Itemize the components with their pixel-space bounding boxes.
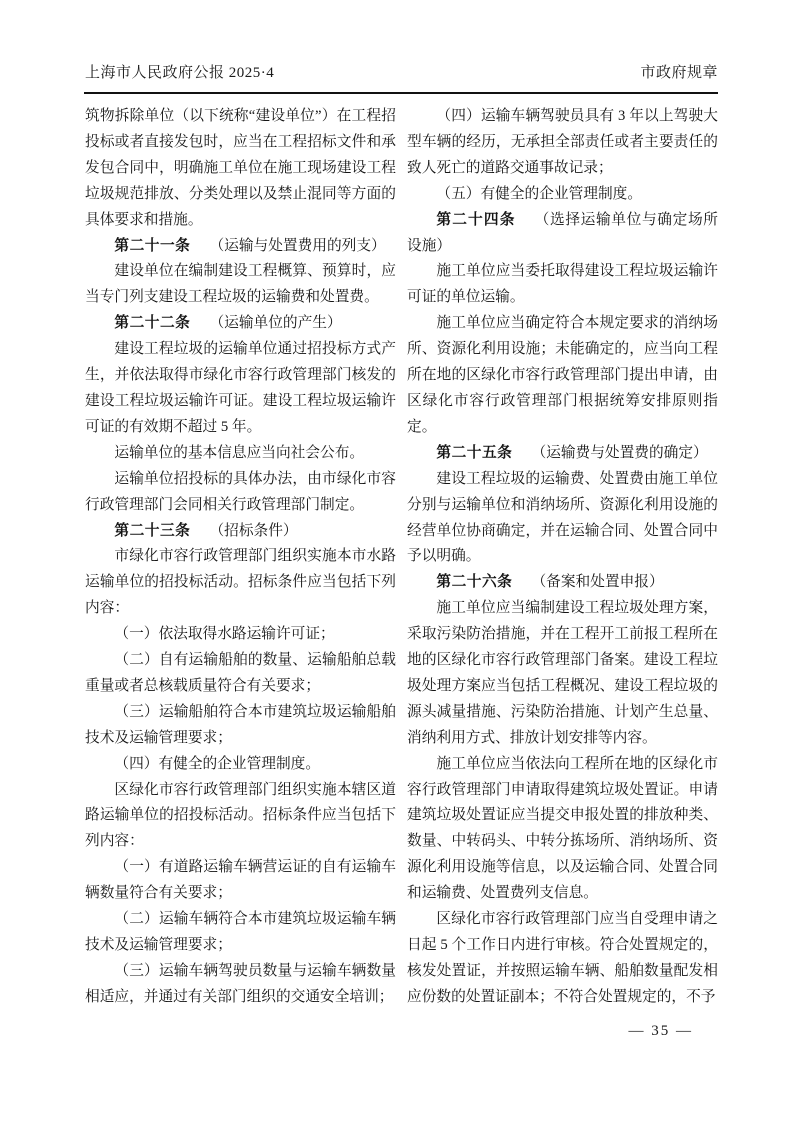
article-heading-24 — [407, 208, 718, 260]
article-heading-26 — [407, 570, 718, 596]
paragraph: 施工单位应当依法向工程所在地的区绿化市容行政管理部门申请取得建筑垃圾处置证。申请建筑垃圾处置证应当提交申报处置的排放种类、数量、中转码头、中转分拣场所、消纳场所、资源化利用设施等信息，以及运输合同、处置合同和运输费、处置费列支信息。 — [407, 755, 718, 902]
paragraph: 运输单位招投标的具体办法，由市绿化市容行政管理部门会同相关行政管理部门制定。 — [85, 470, 396, 513]
article-title: （运输单位的产生） — [209, 315, 342, 332]
paragraph: 运输单位的基本信息应当向社会公布。 — [114, 444, 365, 461]
article-heading-25 — [407, 441, 718, 467]
article-number: 第二十五条 — [436, 444, 513, 461]
list-item-paragraph: （二）自有运输船舶的数量、运输船舶总载重量或者总核载质量符合有关要求； — [85, 652, 396, 694]
article-title: （选择运输单位与确定场所设施） — [407, 211, 718, 254]
article-heading-21 — [85, 234, 396, 260]
article-title: （运输与处置费用的列支） — [209, 237, 386, 254]
article-title: （运输费与处置费的确定） — [531, 444, 708, 461]
paragraph-continuation: 筑物拆除单位（以下统称“建设单位”）在工程招投标或者直接发包时，应当在工程招标文件和承发包合同中，明确施工单位在施工现场建设工程垃圾规范排放、分类处理以及禁止混同等方面的具体要求和措施。 — [85, 108, 396, 228]
paragraph: 区绿化市容行政管理部门应当自受理申请之日起 5 个工作日内进行审核。符合处置规定的，核发处置证，并按照运输车辆、船舶数量配发相应份数的处置证副本；不符合处置规定的，不予 — [407, 911, 718, 1005]
paragraph: 施工单位应当确定符合本规定要求的消纳场所、资源化利用设施；未能确定的，应当向工程所在地的区绿化市容行政管理部门提出申请，由区绿化市容行政管理部门根据统筹安排原则指定。 — [407, 315, 718, 435]
article-number: 第二十六条 — [436, 574, 513, 591]
page-number: — 35 — — [628, 1023, 693, 1039]
article-title: （招标条件） — [209, 522, 298, 539]
list-item-paragraph: （三）运输船舶符合本市建筑垃圾运输船舶技术及运输管理要求； — [85, 703, 396, 746]
paragraph: 建设工程垃圾的运输单位通过招投标方式产生，并依法取得市绿化市容行政管理部门核发的建设工程垃圾运输许可证。建设工程垃圾运输许可证的有效期不超过 5 年。 — [85, 341, 396, 435]
paragraph: 区绿化市容行政管理部门组织实施本辖区道路运输单位的招投标活动。招标条件应当包括下列内容： — [85, 781, 396, 850]
list-item-paragraph: （四）运输车辆驾驶员具有 3 年以上驾驶大型车辆的经历，无承担全部责任或者主要责任的致人死亡的道路交通事故记录； — [407, 108, 718, 176]
list-item-paragraph: （一）有道路运输车辆营运证的自有运输车辆数量符合有关要求； — [85, 859, 396, 902]
article-heading-23 — [85, 519, 396, 545]
list-item-paragraph: （三）运输车辆驾驶员数量与运输车辆数量相适应，并通过有关部门组织的交通安全培训； — [85, 962, 396, 1005]
article-number: 第二十三条 — [114, 522, 191, 539]
paragraph: 建设工程垃圾的运输费、处置费由施工单位分别与运输单位和消纳场所、资源化利用设施的经营单位协商确定，并在运输合同、处置合同中予以明确。 — [407, 470, 718, 565]
document-body — [85, 104, 718, 1011]
list-item-paragraph: （四）有健全的企业管理制度。 — [114, 755, 321, 772]
paragraph: 施工单位应当编制建设工程垃圾处理方案，采取污染防治措施，并在工程开工前报工程所在地的区绿化市容行政管理部门备案。建设工程垃圾处理方案应当包括工程概况、建设工程垃圾的源头减量措施、污染防治措施、计划产生总量、消纳利用方式、排放计划安排等内容。 — [407, 600, 718, 746]
article-title: （备案和处置申报） — [531, 574, 664, 591]
list-item-paragraph: （一）依法取得水路运输许可证； — [114, 626, 335, 643]
article-number: 第二十四条 — [436, 211, 516, 228]
header-rule — [84, 92, 718, 94]
paragraph: 市绿化市容行政管理部门组织实施本市水路运输单位的招投标活动。招标条件应当包括下列内容： — [85, 548, 396, 617]
right-column — [407, 104, 718, 1011]
article-number: 第二十一条 — [114, 237, 191, 254]
list-item-paragraph: （五）有健全的企业管理制度。 — [436, 185, 643, 202]
paragraph: 建设单位在编制建设工程概算、预算时，应当专门列支建设工程垃圾的运输费和处置费。 — [85, 263, 396, 306]
page-header — [85, 61, 718, 82]
gazette-title: 上海市人民政府公报 2025·4 — [85, 65, 275, 81]
paragraph: 施工单位应当委托取得建设工程垃圾运输许可证的单位运输。 — [407, 263, 718, 306]
section-label: 市政府规章 — [640, 65, 718, 81]
article-number: 第二十二条 — [114, 315, 191, 332]
page-footer — [629, 1023, 694, 1040]
left-column — [85, 104, 396, 1011]
list-item-paragraph: （二）运输车辆符合本市建筑垃圾运输车辆技术及运输管理要求； — [85, 911, 396, 953]
article-heading-22 — [85, 311, 396, 337]
